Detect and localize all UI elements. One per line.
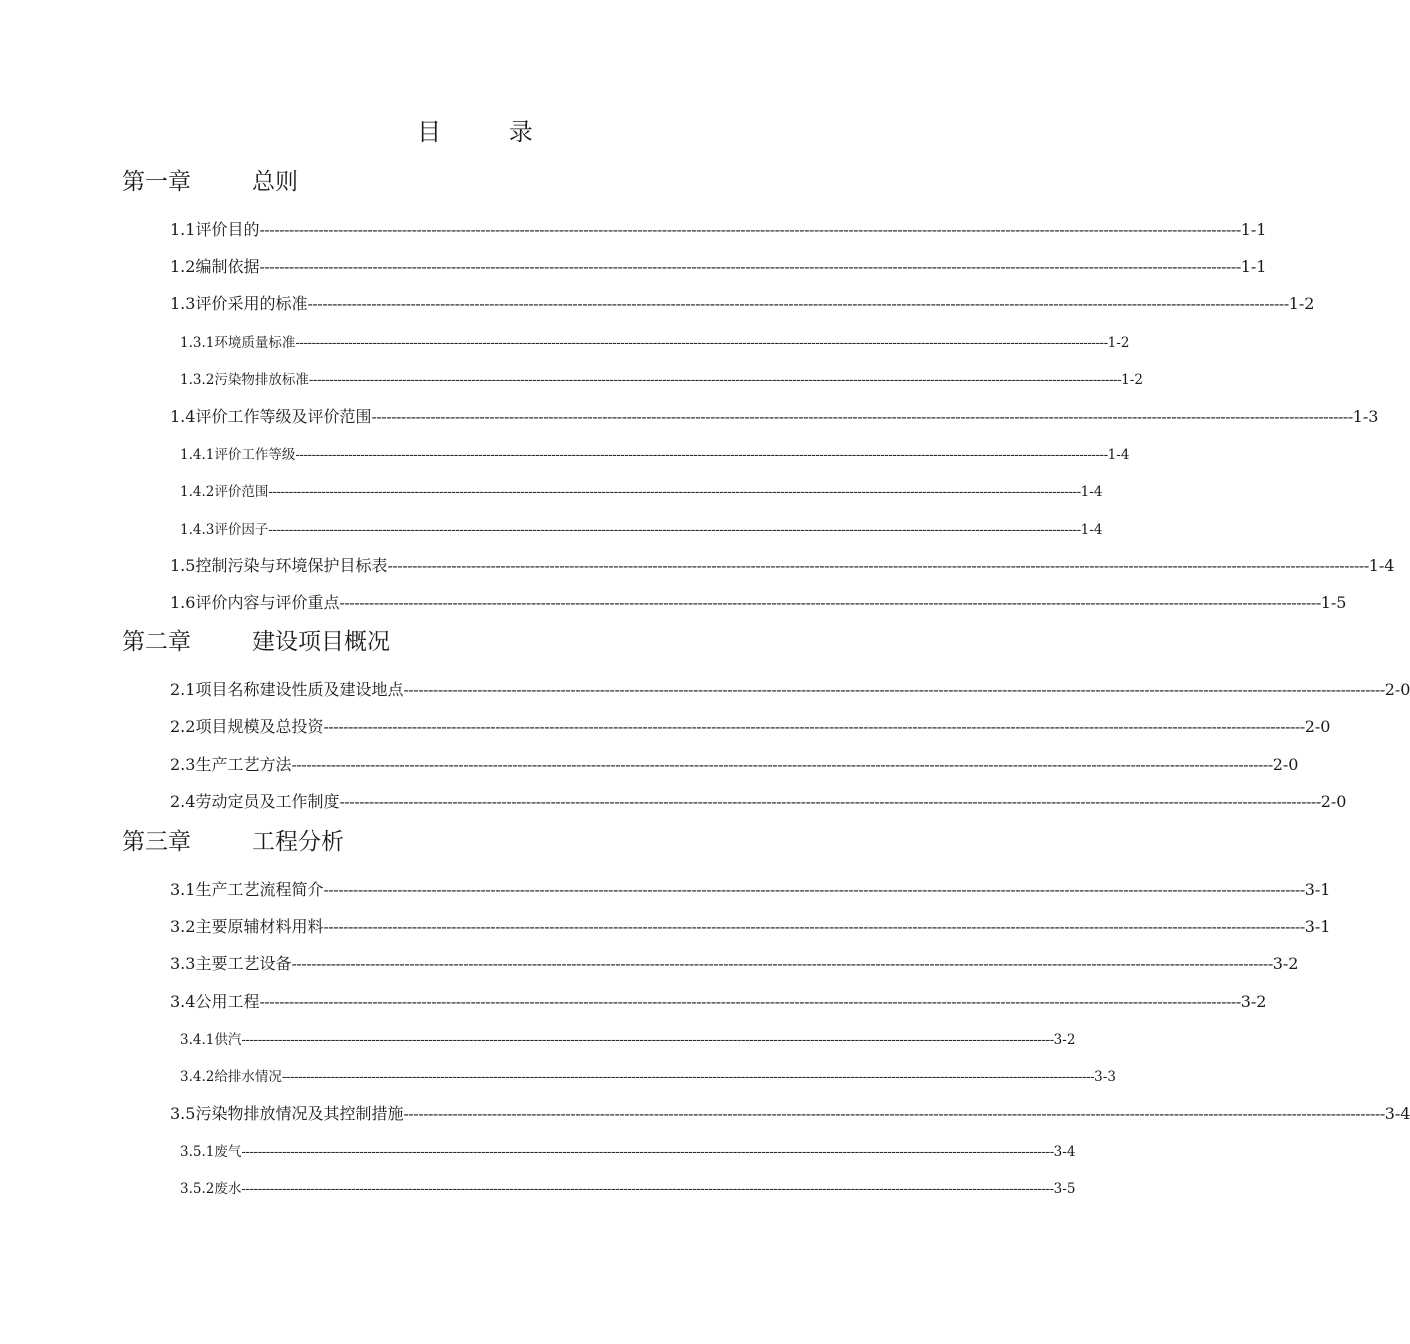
toc-entry[interactable] xyxy=(170,292,1315,316)
toc-entry[interactable] xyxy=(180,1141,1076,1163)
entry-page: 3-5 xyxy=(1053,1181,1076,1197)
entry-number: 1.4.1 xyxy=(180,447,215,463)
dot-leader: -------------------------------------------------------------------------------------------------------------------------------------------------------------------------------------------------------- xyxy=(291,755,1273,774)
entry-number: 3.2 xyxy=(170,917,196,936)
entry-number: 1.2 xyxy=(170,257,196,276)
toc-entry[interactable] xyxy=(170,878,1331,902)
dot-leader: -------------------------------------------------------------------------------------------------------------------------------------------------------------------------------------------------------- xyxy=(323,717,1305,736)
entry-page: 1-4 xyxy=(1107,447,1130,463)
entry-page: 1-3 xyxy=(1352,407,1379,426)
entry-title: 环境质量标准 xyxy=(214,335,296,351)
entry-number: 2.2 xyxy=(170,717,196,736)
entry-title: 评价范围 xyxy=(214,484,269,500)
entry-title: 评价采用的标准 xyxy=(195,294,308,313)
chapter-title: 建设项目概况 xyxy=(252,629,390,655)
entry-title: 供汽 xyxy=(214,1032,242,1048)
entry-title: 编制依据 xyxy=(195,257,260,276)
entry-page: 1-1 xyxy=(1240,220,1267,239)
dot-leader: -------------------------------------------------------------------------------------------------------------------------------------------------------------------------------------------------------- xyxy=(259,257,1241,276)
toc-entry[interactable] xyxy=(170,952,1299,976)
chapter-number: 第一章 xyxy=(122,169,191,195)
dot-leader: -------------------------------------------------------------------------------------------------------------------------------------------------------------------------------------------------------- xyxy=(371,407,1353,426)
entry-number: 1.3.1 xyxy=(180,335,215,351)
entry-title: 项目规模及总投资 xyxy=(195,717,324,736)
entry-page: 1-4 xyxy=(1080,522,1103,538)
dot-leader: -------------------------------------------------------------------------------------------------------------------------------------------------------------------------------------------------------- xyxy=(387,556,1369,575)
entry-page: 3-3 xyxy=(1094,1069,1116,1085)
entry-title: 评价目的 xyxy=(195,220,260,239)
dot-leader: -------------------------------------------------------------------------------------------------------------------------------------------------------------------------------------------------------- xyxy=(323,917,1305,936)
entry-title: 生产工艺流程简介 xyxy=(195,880,324,899)
toc-entry[interactable] xyxy=(180,1066,1116,1088)
toc-entry[interactable] xyxy=(180,481,1103,503)
dot-leader: -------------------------------------------------------------------------------------------------------------------------------------------------------------------------------------------------------- xyxy=(339,792,1321,811)
entry-title: 劳动定员及工作制度 xyxy=(195,792,340,811)
entry-page: 3-2 xyxy=(1272,954,1299,973)
entry-number: 2.3 xyxy=(170,755,196,774)
entry-number: 1.3 xyxy=(170,294,196,313)
entry-page: 1-2 xyxy=(1107,335,1130,351)
entry-page: 3-2 xyxy=(1240,992,1267,1011)
entry-number: 1.4.3 xyxy=(180,522,215,538)
dot-leader: -------------------------------------------------------------------------------------------------------------------------------------------------------------------------------------------------------- xyxy=(268,484,1081,500)
entry-page: 3-2 xyxy=(1053,1032,1076,1048)
entry-page: 1-5 xyxy=(1320,593,1347,612)
dot-leader: -------------------------------------------------------------------------------------------------------------------------------------------------------------------------------------------------------- xyxy=(339,593,1321,612)
dot-leader: -------------------------------------------------------------------------------------------------------------------------------------------------------------------------------------------------------- xyxy=(291,954,1273,973)
entry-title: 给排水情况 xyxy=(214,1069,282,1085)
entry-title: 控制污染与环境保护目标表 xyxy=(195,556,388,575)
entry-title: 主要工艺设备 xyxy=(195,954,292,973)
toc-entry[interactable] xyxy=(170,678,1410,702)
dot-leader: -------------------------------------------------------------------------------------------------------------------------------------------------------------------------------------------------------- xyxy=(403,680,1385,699)
toc-entry[interactable] xyxy=(170,790,1347,814)
entry-page: 2-0 xyxy=(1384,680,1410,699)
dot-leader: -------------------------------------------------------------------------------------------------------------------------------------------------------------------------------------------------------- xyxy=(323,880,1305,899)
entry-page: 1-1 xyxy=(1240,257,1267,276)
toc-entry[interactable] xyxy=(170,591,1347,615)
entry-page: 1-2 xyxy=(1288,294,1315,313)
dot-leader: -------------------------------------------------------------------------------------------------------------------------------------------------------------------------------------------------------- xyxy=(308,372,1122,388)
toc-title: 目 录 xyxy=(417,118,563,146)
dot-leader: -------------------------------------------------------------------------------------------------------------------------------------------------------------------------------------------------------- xyxy=(241,1181,1054,1197)
entry-number: 1.6 xyxy=(170,593,196,612)
toc-entry[interactable] xyxy=(180,444,1130,466)
dot-leader: -------------------------------------------------------------------------------------------------------------------------------------------------------------------------------------------------------- xyxy=(403,1104,1385,1123)
entry-number: 3.5.2 xyxy=(180,1181,215,1197)
entry-page: 2-0 xyxy=(1272,755,1299,774)
entry-number: 1.1 xyxy=(170,220,196,239)
toc-entry[interactable] xyxy=(170,405,1379,429)
entry-page: 2-0 xyxy=(1304,717,1331,736)
entry-title: 生产工艺方法 xyxy=(195,755,292,774)
entry-title: 评价内容与评价重点 xyxy=(195,593,340,612)
entry-title: 污染物排放标准 xyxy=(214,372,309,388)
entry-number: 2.4 xyxy=(170,792,196,811)
toc-entry[interactable] xyxy=(170,554,1395,578)
entry-title: 废水 xyxy=(214,1181,242,1197)
chapter-title: 总则 xyxy=(252,169,298,195)
entry-page: 1-4 xyxy=(1368,556,1395,575)
entry-title: 项目名称建设性质及建设地点 xyxy=(195,680,404,699)
toc-entry[interactable] xyxy=(180,332,1130,354)
entry-page: 2-0 xyxy=(1320,792,1347,811)
entry-title: 公用工程 xyxy=(195,992,260,1011)
entry-number: 3.4.1 xyxy=(180,1032,215,1048)
toc-entry[interactable] xyxy=(170,715,1331,739)
toc-entry[interactable] xyxy=(170,218,1267,242)
entry-page: 3-4 xyxy=(1384,1104,1410,1123)
dot-leader: -------------------------------------------------------------------------------------------------------------------------------------------------------------------------------------------------------- xyxy=(295,335,1108,351)
entry-page: 3-1 xyxy=(1304,880,1331,899)
entry-page: 3-1 xyxy=(1304,917,1331,936)
entry-number: 3.5.1 xyxy=(180,1144,215,1160)
dot-leader: -------------------------------------------------------------------------------------------------------------------------------------------------------------------------------------------------------- xyxy=(259,992,1241,1011)
dot-leader: -------------------------------------------------------------------------------------------------------------------------------------------------------------------------------------------------------- xyxy=(241,1032,1054,1048)
toc-entry[interactable] xyxy=(170,915,1331,939)
entry-title: 废气 xyxy=(214,1144,242,1160)
chapter-number: 第三章 xyxy=(122,829,191,855)
chapter-title: 工程分析 xyxy=(252,829,344,855)
toc-entry[interactable] xyxy=(180,1029,1076,1051)
toc-entry[interactable] xyxy=(170,1102,1410,1126)
chapter-number: 第二章 xyxy=(122,629,191,655)
entry-title: 主要原辅材料用料 xyxy=(195,917,324,936)
entry-number: 3.5 xyxy=(170,1104,196,1123)
toc-entry[interactable] xyxy=(180,369,1143,391)
entry-number: 2.1 xyxy=(170,680,196,699)
toc-entry[interactable] xyxy=(170,753,1299,777)
dot-leader: -------------------------------------------------------------------------------------------------------------------------------------------------------------------------------------------------------- xyxy=(295,447,1108,463)
entry-number: 1.5 xyxy=(170,556,196,575)
entry-number: 3.1 xyxy=(170,880,196,899)
entry-page: 3-4 xyxy=(1053,1144,1076,1160)
dot-leader: -------------------------------------------------------------------------------------------------------------------------------------------------------------------------------------------------------- xyxy=(268,522,1081,538)
entry-number: 3.4.2 xyxy=(180,1069,215,1085)
dot-leader: -------------------------------------------------------------------------------------------------------------------------------------------------------------------------------------------------------- xyxy=(241,1144,1054,1160)
entry-title: 评价工作等级 xyxy=(214,447,296,463)
entry-page: 1-4 xyxy=(1080,484,1103,500)
chapter-heading xyxy=(122,626,390,658)
entry-number: 3.3 xyxy=(170,954,196,973)
dot-leader: -------------------------------------------------------------------------------------------------------------------------------------------------------------------------------------------------------- xyxy=(281,1069,1095,1085)
toc-entry[interactable] xyxy=(180,1178,1076,1200)
entry-number: 1.4.2 xyxy=(180,484,215,500)
entry-page: 1-2 xyxy=(1121,372,1143,388)
toc-entry[interactable] xyxy=(180,519,1103,541)
entry-title: 污染物排放情况及其控制措施 xyxy=(195,1104,404,1123)
toc-entry[interactable] xyxy=(170,990,1267,1014)
chapter-heading xyxy=(122,826,344,858)
toc-entry[interactable] xyxy=(170,255,1267,279)
entry-title: 评价工作等级及评价范围 xyxy=(195,407,372,426)
entry-title: 评价因子 xyxy=(214,522,269,538)
entry-number: 3.4 xyxy=(170,992,196,1011)
chapter-heading xyxy=(122,166,298,198)
dot-leader: -------------------------------------------------------------------------------------------------------------------------------------------------------------------------------------------------------- xyxy=(307,294,1289,313)
entry-number: 1.3.2 xyxy=(180,372,215,388)
dot-leader: -------------------------------------------------------------------------------------------------------------------------------------------------------------------------------------------------------- xyxy=(259,220,1241,239)
entry-number: 1.4 xyxy=(170,407,196,426)
